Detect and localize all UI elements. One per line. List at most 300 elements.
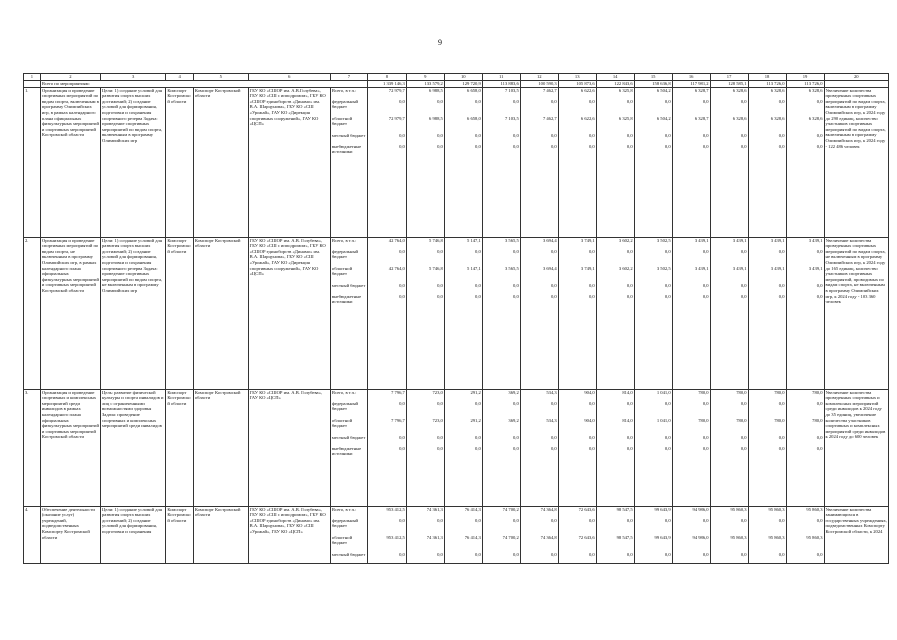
executors: ГБУ КО «СШОР им. А.В.Голубева», ГБУ КО «СШ с ипподромом», ГБУ КО «СШОР единоборств «Динамо» им. В.А. Шарцунова», ГБУ КО «СШ «Урожай», ГАУ КО «Дирекция спортивных сооружений», ГАУ КО «ЦСП» — [248, 87, 330, 237]
funding-value: 369,2 — [508, 417, 519, 423]
funding-value: 0,0 — [437, 293, 443, 299]
program-row — [24, 506, 889, 563]
funding-value: 0,0 — [778, 445, 785, 451]
funding-value: 0,0 — [778, 98, 785, 104]
funding-value: 0,0 — [702, 517, 709, 523]
responsible: Комспорт Костромской области — [193, 389, 248, 506]
total-value: 1 339 146,3 — [367, 81, 406, 88]
funding-value: 0,0 — [626, 98, 633, 104]
funding-values — [672, 389, 710, 506]
goals-tasks: Цели: 1) создание условий для развития спорта высших достижений; 2) создание условий для формирования, подготовки и сохранения спортивного резерва Задача: проведение спортивных мероприятий по видам спорта, не включенным в программу Олимпийских игр — [101, 237, 166, 389]
funding-value: 6 988,5 — [429, 115, 443, 121]
funding-values — [444, 237, 482, 389]
funding-value: 0,0 — [664, 248, 671, 254]
funding-value: 3 602,2 — [618, 265, 633, 271]
funding-value: 0,0 — [664, 143, 671, 149]
funding-value: 0,0 — [588, 98, 595, 104]
funding-value: 94 986,0 — [692, 534, 709, 540]
funding-value: 0,0 — [778, 400, 785, 406]
funding-values — [596, 389, 634, 506]
column-number-cell: 14 — [596, 74, 634, 81]
expected-result: Увеличение количества проведенных спортивных мероприятий по видам спорта, включенным в программу Олимпийских игр, к 2024 году до 290 единиц, количество участников спортивных мероприятий по видам спорта, включенным в программу Олимпийских игр, к 2024 году - 122 486 человек — [824, 87, 889, 237]
funding-value: 0,0 — [778, 132, 785, 138]
funding-value: 7 462,7 — [542, 87, 557, 93]
funding-value: 0,0 — [778, 282, 785, 288]
total-value: 105 873,6 — [558, 81, 596, 88]
funding-value: 0,0 — [399, 400, 405, 406]
responsible: Комспорт Костромской области — [193, 237, 248, 389]
funding-value: 5 147,1 — [467, 237, 481, 243]
funding-source-label: Всего, в т.ч.: — [331, 237, 357, 243]
funding-values — [748, 87, 786, 237]
funding-value: 0,0 — [588, 517, 595, 523]
funding-values — [444, 87, 482, 237]
funding-value: 3 602,2 — [618, 237, 633, 243]
funding-value: 0,0 — [740, 400, 747, 406]
funding-value: 0,0 — [740, 143, 747, 149]
coordinator: Комспорт Костромской области — [166, 87, 193, 237]
funding-value: 98 547,5 — [616, 506, 633, 512]
funding-value: 780,0 — [812, 389, 823, 395]
funding-value: 0,0 — [399, 143, 405, 149]
total-value: 113 883,6 — [482, 81, 520, 88]
funding-value: 95 860,3 — [806, 534, 823, 540]
funding-source-label: федеральный бюджет — [331, 400, 359, 412]
funding-source-label: Всего, в т.ч.: — [331, 389, 357, 395]
funding-values — [482, 389, 520, 506]
funding-value: 95 860,3 — [768, 534, 785, 540]
funding-value: 6 328,6 — [732, 115, 747, 121]
funding-value: 99 643,9 — [654, 506, 671, 512]
funding-value: 0,0 — [740, 434, 747, 440]
funding-value: 0,0 — [816, 98, 823, 104]
funding-values — [558, 389, 596, 506]
funding-value: 3 502,5 — [656, 237, 671, 243]
funding-values — [520, 389, 558, 506]
row-number: 1. — [24, 87, 41, 237]
funding-value: 0,0 — [816, 517, 823, 523]
funding-value: 3 439,1 — [732, 265, 747, 271]
funding-values — [710, 389, 748, 506]
funding-values — [748, 237, 786, 389]
funding-values — [786, 237, 824, 389]
funding-values — [444, 506, 482, 563]
funding-value: 0,0 — [740, 517, 747, 523]
funding-value: 95 860,3 — [768, 506, 785, 512]
funding-source-label: областной бюджет — [331, 534, 353, 546]
funding-value: 0,0 — [816, 445, 823, 451]
funding-values — [672, 237, 710, 389]
funding-value: 0,0 — [702, 434, 709, 440]
funding-value: 780,0 — [774, 417, 785, 423]
funding-value: 0,0 — [475, 434, 481, 440]
funding-value: 0,0 — [778, 143, 785, 149]
funding-value: 0,0 — [626, 445, 633, 451]
column-number-cell: 4 — [166, 74, 193, 81]
funding-value: 0,0 — [550, 143, 557, 149]
total-value: 113 726,0 — [786, 81, 824, 88]
funding-value: 0,0 — [702, 98, 709, 104]
funding-value: 3 694,4 — [542, 237, 557, 243]
funding-value: 0,0 — [550, 293, 557, 299]
total-value: 113 726,0 — [748, 81, 786, 88]
funding-value: 3 439,1 — [694, 265, 709, 271]
funding-value: 0,0 — [550, 517, 557, 523]
funding-value: 0,0 — [664, 517, 671, 523]
funding-value: 0,0 — [513, 248, 519, 254]
funding-value: 0,0 — [664, 132, 671, 138]
program-row — [24, 389, 889, 506]
funding-source-label: областной бюджет — [331, 265, 353, 277]
funding-value: 74 361,3 — [426, 506, 443, 512]
column-number-cell: 18 — [748, 74, 786, 81]
funding-value: 42 764,0 — [388, 237, 405, 243]
activity-name: Организация и проведение спортивных мероприятий по видам спорта, включенным в программу Олимпийских игр, в рамках календарного плана официальных физкультурных мероприятий и спортивных мероприятий Костромской области — [40, 87, 100, 237]
column-number-cell: 11 — [482, 74, 520, 81]
row-number: 3. — [24, 389, 41, 506]
funding-value: 723,0 — [432, 417, 443, 423]
funding-values — [406, 87, 444, 237]
column-number-cell: 13 — [558, 74, 596, 81]
funding-values — [367, 237, 406, 389]
funding-value: 0,0 — [816, 282, 823, 288]
funding-sources — [330, 506, 367, 563]
funding-value: 0,0 — [778, 293, 785, 299]
total-value: 122 843,6 — [596, 81, 634, 88]
funding-value: 0,0 — [475, 551, 481, 557]
funding-value: 0,0 — [702, 282, 709, 288]
funding-value: 0,0 — [437, 445, 443, 451]
funding-value: 42 764,0 — [388, 265, 405, 271]
funding-values — [748, 506, 786, 563]
funding-value: 6 658,0 — [467, 87, 481, 93]
funding-value: 3 749,1 — [580, 265, 595, 271]
funding-value: 6 328,6 — [808, 115, 823, 121]
funding-value: 0,0 — [399, 132, 405, 138]
total-row — [24, 81, 889, 88]
funding-value: 0,0 — [588, 248, 595, 254]
funding-value: 95 860,3 — [730, 534, 747, 540]
funding-value: 0,0 — [816, 132, 823, 138]
funding-value: 76 414,3 — [464, 506, 481, 512]
funding-value: 0,0 — [588, 551, 595, 557]
column-number-cell: 8 — [367, 74, 406, 81]
funding-value: 0,0 — [437, 143, 443, 149]
funding-value: 369,2 — [508, 389, 519, 395]
funding-value: 0,0 — [550, 132, 557, 138]
funding-value: 0,0 — [475, 132, 481, 138]
funding-value: 5 746,8 — [429, 265, 443, 271]
funding-values — [558, 87, 596, 237]
funding-value: 780,0 — [698, 389, 709, 395]
funding-value: 0,0 — [475, 248, 481, 254]
column-number-row — [24, 74, 889, 81]
funding-value: 0,0 — [513, 98, 519, 104]
executors: ГБУ КО «СШОР им. А.В. Голубева», ГАУ КО «ЦСП» — [248, 389, 330, 506]
total-value: 128 585,1 — [710, 81, 748, 88]
funding-source-label: Всего, в т.ч.: — [331, 87, 357, 93]
funding-value: 0,0 — [816, 400, 823, 406]
funding-value: 6 328,7 — [694, 115, 709, 121]
funding-values — [710, 237, 748, 389]
program-table — [23, 73, 889, 564]
funding-value: 0,0 — [399, 551, 405, 557]
column-number-cell: 9 — [406, 74, 444, 81]
funding-values — [786, 389, 824, 506]
funding-value: 6 325,8 — [618, 115, 633, 121]
funding-value: 0,0 — [778, 551, 785, 557]
funding-values — [367, 506, 406, 563]
funding-value: 0,0 — [550, 551, 557, 557]
funding-value: 0,0 — [740, 293, 747, 299]
funding-value: 0,0 — [513, 282, 519, 288]
funding-value: 0,0 — [626, 248, 633, 254]
funding-value: 0,0 — [399, 434, 405, 440]
funding-value: 0,0 — [550, 282, 557, 288]
funding-value: 5 147,1 — [467, 265, 481, 271]
funding-value: 0,0 — [588, 445, 595, 451]
funding-value: 0,0 — [702, 551, 709, 557]
total-value: 100 590,3 — [520, 81, 558, 88]
total-value: 133 579,2 — [406, 81, 444, 88]
funding-values — [634, 506, 672, 563]
funding-values — [367, 87, 406, 237]
column-number-cell: 15 — [634, 74, 672, 81]
funding-values — [520, 237, 558, 389]
funding-value: 0,0 — [778, 248, 785, 254]
funding-values — [710, 87, 748, 237]
funding-value: 0,0 — [513, 445, 519, 451]
funding-value: 0,0 — [399, 282, 405, 288]
funding-value: 0,0 — [550, 400, 557, 406]
funding-value: 3 439,1 — [770, 265, 785, 271]
funding-source-label: федеральный бюджет — [331, 98, 359, 110]
funding-value: 0,0 — [816, 434, 823, 440]
funding-value: 6 325,8 — [618, 87, 633, 93]
funding-value: 0,0 — [816, 248, 823, 254]
funding-source-label: местный бюджет — [331, 132, 366, 138]
funding-value: 0,0 — [740, 248, 747, 254]
funding-value: 95 860,3 — [730, 506, 747, 512]
funding-value: 0,0 — [740, 445, 747, 451]
funding-value: 7 103,5 — [504, 87, 519, 93]
funding-value: 0,0 — [626, 293, 633, 299]
funding-source-label: местный бюджет — [331, 551, 366, 557]
funding-value: 3 439,1 — [808, 265, 823, 271]
total-value: 117 981,2 — [672, 81, 710, 88]
funding-value: 0,0 — [664, 293, 671, 299]
funding-value: 0,0 — [626, 517, 633, 523]
funding-value: 0,0 — [475, 400, 481, 406]
funding-value: 72 643,6 — [578, 534, 595, 540]
funding-value: 0,0 — [626, 434, 633, 440]
funding-source-label: областной бюджет — [331, 417, 353, 429]
funding-value: 814,0 — [622, 417, 633, 423]
total-value: 158 636,8 — [634, 81, 672, 88]
funding-value: 7 796,7 — [391, 389, 405, 395]
funding-value: 780,0 — [812, 417, 823, 423]
funding-value: 99 643,9 — [654, 534, 671, 540]
funding-value: 0,0 — [475, 98, 481, 104]
funding-value: 3 565,5 — [504, 237, 519, 243]
column-number-cell: 2 — [40, 74, 100, 81]
funding-values — [786, 506, 824, 563]
funding-value: 3 439,1 — [808, 237, 823, 243]
funding-values — [406, 506, 444, 563]
funding-value: 0,0 — [626, 282, 633, 288]
funding-value: 0,0 — [816, 143, 823, 149]
funding-sources — [330, 237, 367, 389]
column-number-cell: 17 — [710, 74, 748, 81]
funding-value: 74 700,2 — [502, 534, 519, 540]
funding-value: 0,0 — [475, 143, 481, 149]
funding-value: 0,0 — [626, 551, 633, 557]
funding-value: 0,0 — [550, 98, 557, 104]
funding-value: 0,0 — [513, 517, 519, 523]
column-number-cell: 5 — [193, 74, 248, 81]
funding-value: 6 658,0 — [467, 115, 481, 121]
funding-value: 0,0 — [588, 293, 595, 299]
funding-values — [367, 389, 406, 506]
funding-value: 0,0 — [778, 517, 785, 523]
funding-value: 0,0 — [399, 248, 405, 254]
funding-value: 0,0 — [740, 98, 747, 104]
funding-value: 0,0 — [437, 248, 443, 254]
funding-source-label: внебюджетные источники — [331, 445, 362, 457]
funding-values — [672, 506, 710, 563]
column-number-cell: 12 — [520, 74, 558, 81]
funding-value: 904,0 — [584, 389, 595, 395]
funding-value: 0,0 — [740, 282, 747, 288]
funding-value: 0,0 — [399, 445, 405, 451]
column-number-cell: 16 — [672, 74, 710, 81]
funding-value: 0,0 — [702, 132, 709, 138]
column-number-cell: 10 — [444, 74, 482, 81]
funding-value: 0,0 — [740, 551, 747, 557]
row-number: 2. — [24, 237, 41, 389]
funding-value: 0,0 — [437, 400, 443, 406]
funding-value: 0,0 — [513, 434, 519, 440]
funding-values — [634, 237, 672, 389]
goals-tasks: Цель: развитие физической культуры и спорта инвалидов и лиц с ограниченными возможностями здоровья Задача: проведение спортивных и комплексных мероприятий среди инвалидов — [101, 389, 166, 506]
funding-values — [786, 87, 824, 237]
funding-value: 6 328,6 — [732, 87, 747, 93]
executors: ГБУ КО «СШОР им. А.В. Голубева», ГБУ КО «СШ с ипподромом», ГБУ КО «СШОР единоборств «Динамо» им. В.А. Шарцунова», ГБУ КО «СШ «Урожай», ГБУ КО «ЦСП» — [248, 506, 330, 563]
funding-value: 7 462,7 — [542, 115, 557, 121]
funding-value: 72 643,6 — [578, 506, 595, 512]
funding-value: 0,0 — [816, 551, 823, 557]
funding-values — [444, 389, 482, 506]
funding-source-label: местный бюджет — [331, 434, 366, 440]
funding-value: 3 749,1 — [580, 237, 595, 243]
column-number-cell: 19 — [786, 74, 824, 81]
funding-source-label: местный бюджет — [331, 282, 366, 288]
funding-value: 0,0 — [702, 248, 709, 254]
funding-value: 953 412,5 — [386, 534, 405, 540]
funding-value: 904,0 — [584, 417, 595, 423]
funding-source-label: внебюджетные источники — [331, 143, 362, 155]
executors: ГБУ КО «СШОР им. А.В. Голубева», ГБУ КО «СШ с ипподромом», ГБУ КО «СШОР единоборств «Динамо» им. В.А. Шарцунова», ГБУ КО «СШ «Урожай», ГАУ КО «Дирекция спортивных сооружений», ГАУ КО «ЦСП» — [248, 237, 330, 389]
column-number-cell: 7 — [330, 74, 367, 81]
funding-value: 0,0 — [475, 293, 481, 299]
funding-value: 7 796,7 — [391, 417, 405, 423]
funding-value: 6 504,2 — [656, 115, 671, 121]
funding-values — [482, 506, 520, 563]
funding-value: 6 988,5 — [429, 87, 443, 93]
funding-value: 5 746,8 — [429, 237, 443, 243]
funding-value: 0,0 — [664, 434, 671, 440]
funding-source-label: областной бюджет — [331, 115, 353, 127]
funding-value: 0,0 — [664, 282, 671, 288]
expected-result: Увеличение количества проведенных спортивных и комплексных мероприятий среди инвалидов к 2024 году до 35 единиц, увеличение количества участников спортивных и комплексных мероприятий среди инвалидов к 2024 году до 600 человек — [824, 389, 889, 506]
funding-value: 0,0 — [588, 282, 595, 288]
funding-value: 1 041,0 — [656, 389, 671, 395]
column-number-cell: 3 — [101, 74, 166, 81]
funding-value: 0,0 — [626, 400, 633, 406]
funding-value: 0,0 — [513, 400, 519, 406]
funding-value: 780,0 — [698, 417, 709, 423]
goals-tasks: Цели: 1) создание условий для развития спорта высших достижений; 2) создание условий для формирования, подготовки и сохранения — [101, 506, 166, 563]
funding-value: 6 622,6 — [580, 87, 595, 93]
funding-value: 0,0 — [513, 551, 519, 557]
funding-value: 0,0 — [437, 132, 443, 138]
funding-value: 3 439,1 — [732, 237, 747, 243]
funding-value: 3 565,5 — [504, 265, 519, 271]
funding-value: 0,0 — [664, 98, 671, 104]
funding-value: 0,0 — [626, 143, 633, 149]
funding-values — [596, 87, 634, 237]
funding-value: 6 328,6 — [770, 115, 785, 121]
funding-value: 0,0 — [437, 434, 443, 440]
program-row — [24, 87, 889, 237]
funding-values — [672, 87, 710, 237]
funding-values — [482, 237, 520, 389]
page-number: 9 — [438, 38, 442, 47]
funding-value: 0,0 — [778, 434, 785, 440]
funding-value: 0,0 — [550, 445, 557, 451]
funding-values — [520, 87, 558, 237]
funding-value: 98 547,5 — [616, 534, 633, 540]
funding-value: 0,0 — [664, 551, 671, 557]
funding-values — [558, 506, 596, 563]
funding-value: 0,0 — [588, 400, 595, 406]
goals-tasks: Цели: 1) создание условий для развития спорта высших достижений; 2) создание условий для формирования, подготовки и сохранения спортивного резерва Задача: проведение спортивных мероприятий по видам спорта, включенным в программу Олимпийских игр — [101, 87, 166, 237]
funding-values — [406, 389, 444, 506]
funding-value: 95 860,3 — [806, 506, 823, 512]
column-number-cell: 1 — [24, 74, 41, 81]
funding-value: 0,0 — [626, 132, 633, 138]
funding-value: 953 412,5 — [386, 506, 405, 512]
funding-value: 0,0 — [513, 143, 519, 149]
funding-value: 3 502,5 — [656, 265, 671, 271]
funding-value: 74 700,2 — [502, 506, 519, 512]
expected-result: Увеличение количества проведенных спортивных мероприятий по видам спорта, не включенным в программу Олимпийских игр, к 2024 году до 165 единиц, количество участников спортивных мероприятий, проводимых по видам спорта, не включенным в программу Олимпийских игр, к 2024 году - 103 360 человек — [824, 237, 889, 389]
funding-values — [634, 389, 672, 506]
funding-value: 76 414,3 — [464, 534, 481, 540]
funding-value: 814,0 — [622, 389, 633, 395]
activity-name: Организация и проведение спортивных мероприятий по видам спорта, не включенным в программу Олимпийских игр, в рамках календарного плана официальных физкультурных мероприятий и спортивных мероприятий Костромской области — [40, 237, 100, 389]
funding-values — [406, 237, 444, 389]
funding-value: 6 504,2 — [656, 87, 671, 93]
funding-value: 0,0 — [702, 143, 709, 149]
funding-value: 0,0 — [399, 98, 405, 104]
funding-sources — [330, 389, 367, 506]
funding-value: 0,0 — [588, 434, 595, 440]
column-number-cell: 20 — [824, 74, 889, 81]
funding-value: 3 694,4 — [542, 265, 557, 271]
funding-value: 0,0 — [702, 400, 709, 406]
funding-value: 0,0 — [437, 282, 443, 288]
